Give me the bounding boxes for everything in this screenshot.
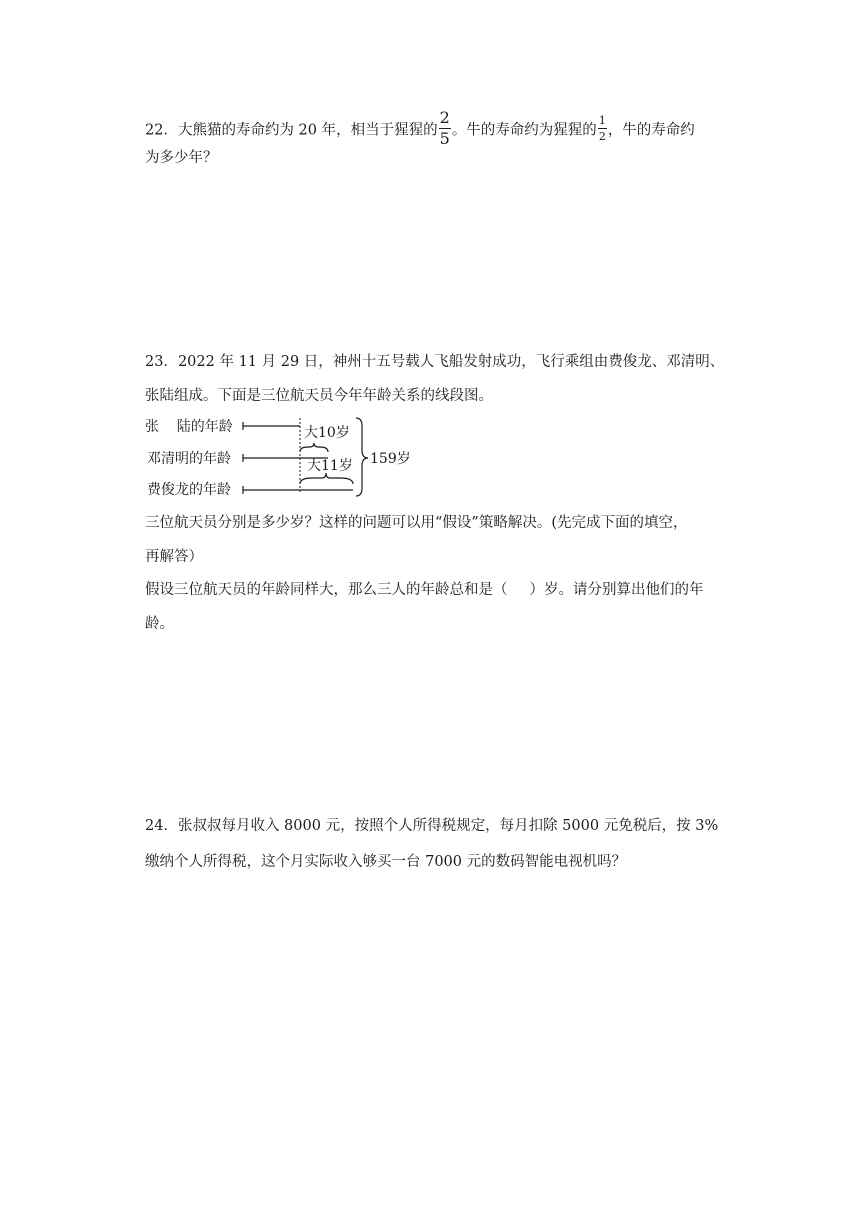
diff-10-label: 大10岁 [304, 425, 350, 441]
fraction-one-half: $\frac{1}{2}$ [598, 114, 606, 143]
fraction-two-fifths: $\frac{2}{5}$ [439, 108, 450, 148]
total-label: 159岁 [370, 451, 411, 467]
q23-line3: 三位航天员分别是多少岁？这样的问题可以用“假设”策略解决。(先完成下面的填空， [145, 515, 688, 531]
q23-line4: 再解答） [145, 549, 203, 565]
q22-text-b: 。牛的寿命约为猩猩的 [451, 122, 597, 139]
q23-line5-a: 假设三位航天员的年龄同样大，那么三人的年龄总和是（ [145, 582, 508, 598]
q23-line5 [145, 580, 704, 600]
brace-diff-11 [300, 473, 353, 484]
brace-total [356, 418, 368, 496]
q22-line2: 为多少年？ [145, 150, 218, 166]
q22-number: 22． [145, 122, 178, 139]
q24-line1: 24．张叔叔每月收入 8000 元，按照个人所得税规定，每月扣除 5000 元免税后，按 3% [145, 818, 719, 834]
q24-line2: 缴纳个人所得税，这个月实际收入够买一台 7000 元的数码智能电视机吗？ [145, 854, 627, 870]
q23-line1: 23．2022 年 11 月 29 日，神州十五号载人飞船发射成功，飞行乘组由费俊龙、邓清明、 [145, 354, 725, 370]
q23-line5-b: ）岁。请分别算出他们的年 [529, 582, 704, 598]
q23-line2: 张陆组成。下面是三位航天员今年年龄关系的线段图。 [145, 388, 493, 404]
q22-text-a: 大熊猫的寿命约为 20 年，相当于猩猩的 [177, 122, 438, 139]
diff-11-label: 大11岁 [307, 458, 353, 474]
q22-text-c: ，牛的寿命约 [607, 122, 695, 139]
label-fei-junlong: 费俊龙的年龄 [147, 482, 231, 498]
label-zhang-lu: 张 陆的年龄 [145, 419, 233, 435]
q22-line1 [145, 108, 695, 149]
age-line-segment-diagram [140, 412, 420, 504]
label-deng-qingming: 邓清明的年龄 [147, 451, 231, 467]
q23-line6: 龄。 [145, 616, 174, 632]
brace-diff-10 [300, 443, 328, 452]
